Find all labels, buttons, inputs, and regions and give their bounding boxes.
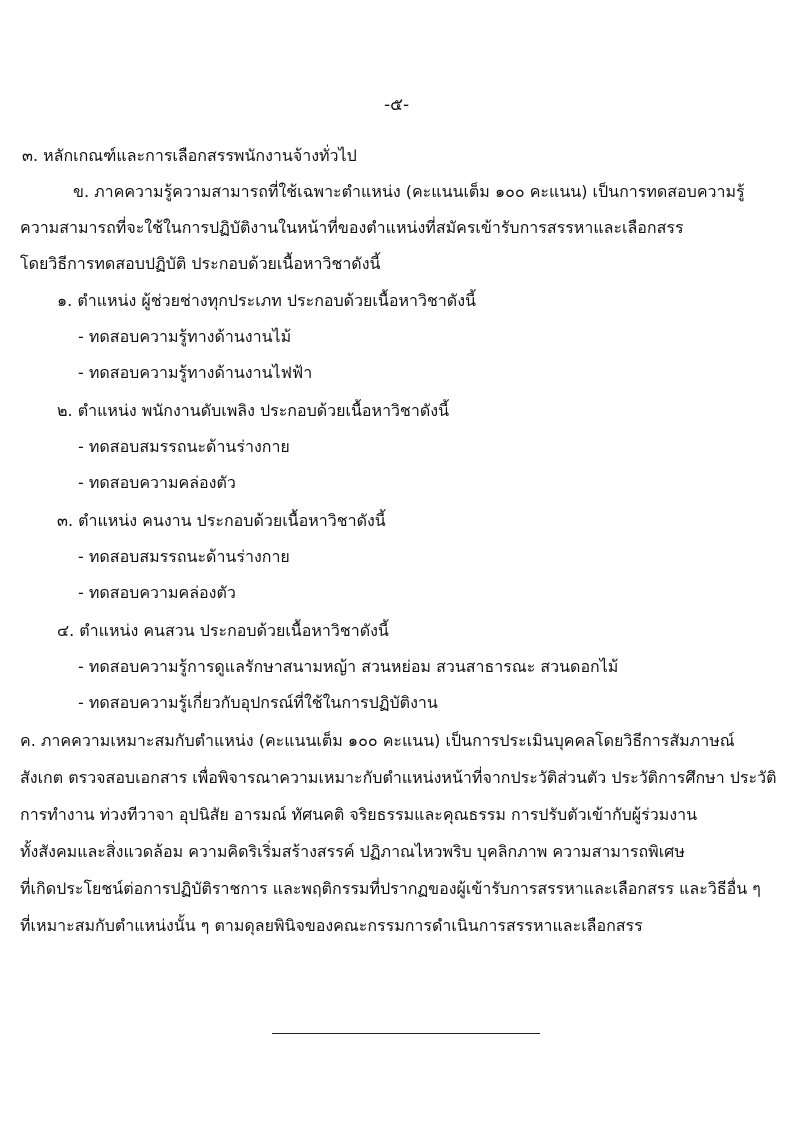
- part-c-line-4: ทั้งสังคมและสิ่งแวดล้อม ความคิดริเริ่มสร้างสรรค์ ปฏิภาณไหวพริบ บุคลิกภาพ ความสามารถพิเศษ: [20, 842, 685, 861]
- footer-divider: [272, 1033, 540, 1034]
- part-b-line-2: ความสามารถที่จะใช้ในการปฏิบัติงานในหน้าที่ของตำแหน่งที่สมัครเข้ารับการสรรหาและเลือกสรร: [20, 218, 684, 237]
- position-3-item-1: - ทดสอบสมรรถนะด้านร่างกาย: [78, 547, 290, 566]
- position-3-item-2: - ทดสอบความคล่องตัว: [78, 583, 236, 602]
- page-number: -๕-: [384, 95, 410, 115]
- position-4-item-2: - ทดสอบความรู้เกี่ยวกับอุปกรณ์ที่ใช้ในการปฏิบัติงาน: [78, 693, 438, 712]
- section-title: ๓. หลักเกณฑ์และการเลือกสรรพนักงานจ้างทั่วไป: [22, 146, 357, 165]
- part-c-line-2: สังเกต ตรวจสอบเอกสาร เพื่อพิจารณาความเหมาะกับตำแหน่งหน้าที่จากประวัติส่วนตัว ประวัติการศึกษา ประวัติ: [20, 768, 777, 787]
- part-b-line-1: ข. ภาคความรู้ความสามารถที่ใช้เฉพาะตำแหน่ง (คะแนนเต็ม ๑๐๐ คะแนน) เป็นการทดสอบความรู้: [73, 182, 745, 201]
- part-b-line-3: โดยวิธีการทดสอบปฏิบัติ ประกอบด้วยเนื้อหาวิชาดังนี้: [20, 254, 381, 273]
- position-heading-4: ๔. ตำแหน่ง คนสวน ประกอบด้วยเนื้อหาวิชาดังนี้: [57, 621, 389, 640]
- position-heading-2: ๒. ตำแหน่ง พนักงานดับเพลิง ประกอบด้วยเนื้อหาวิชาดังนี้: [57, 401, 450, 420]
- position-2-item-1: - ทดสอบสมรรถนะด้านร่างกาย: [78, 437, 290, 456]
- position-heading-3: ๓. ตำแหน่ง คนงาน ประกอบด้วยเนื้อหาวิชาดังนี้: [57, 511, 386, 530]
- position-1-item-1: - ทดสอบความรู้ทางด้านงานไม้: [78, 327, 292, 346]
- position-1-item-2: - ทดสอบความรู้ทางด้านงานไฟฟ้า: [78, 363, 313, 382]
- position-heading-1: ๑. ตำแหน่ง ผู้ช่วยช่างทุกประเภท ประกอบด้วยเนื้อหาวิชาดังนี้: [57, 291, 476, 310]
- part-c-line-5: ที่เกิดประโยชน์ต่อการปฏิบัติราชการ และพฤติกรรมที่ปรากฏของผู้เข้ารับการสรรหาและเลือกสรร และวิธีอื่น ๆ: [20, 879, 761, 898]
- part-c-line-6: ที่เหมาะสมกับตำแหน่งนั้น ๆ ตามดุลยพินิจของคณะกรรมการดำเนินการสรรหาและเลือกสรร: [20, 916, 643, 935]
- position-2-item-2: - ทดสอบความคล่องตัว: [78, 473, 236, 492]
- part-c-line-3: การทำงาน ท่วงทีวาจา อุปนิสัย อารมณ์ ทัศนคติ จริยธรรมและคุณธรรม การปรับตัวเข้ากับผู้ร่วมงาน: [20, 805, 698, 824]
- position-4-item-1: - ทดสอบความรู้การดูแลรักษาสนามหญ้า สวนหย่อม สวนสาธารณะ สวนดอกไม้: [78, 657, 619, 676]
- part-c-line-1: ค. ภาคความเหมาะสมกับตำแหน่ง (คะแนนเต็ม ๑๐๐ คะแนน) เป็นการประเมินบุคคลโดยวิธีการสัมภาษณ์: [20, 731, 735, 750]
